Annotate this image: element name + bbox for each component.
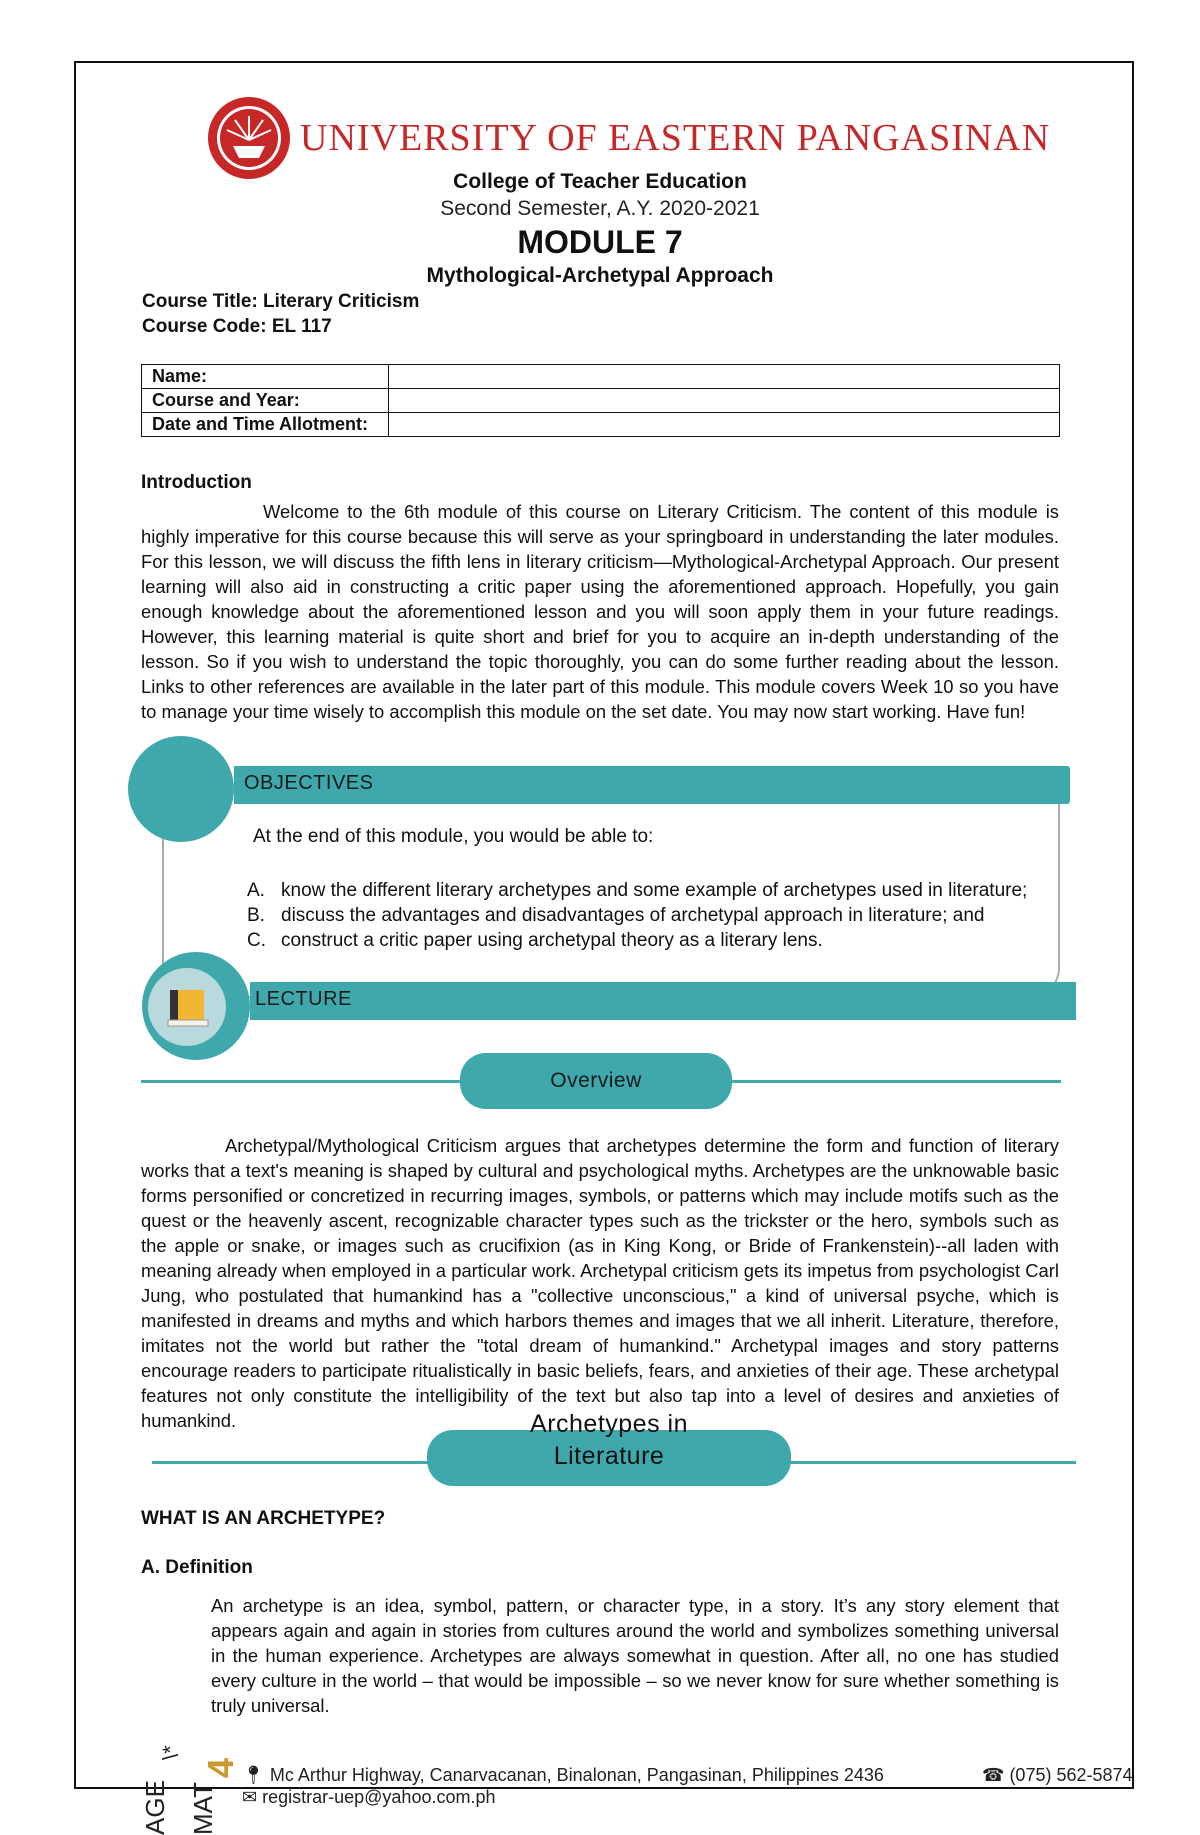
table-row xyxy=(142,389,1060,413)
university-seal-logo xyxy=(207,96,291,180)
name-label: Name: xyxy=(142,365,389,389)
lecture-banner xyxy=(250,982,1076,1020)
date-time-label: Date and Time Allotment: xyxy=(142,413,389,437)
table-row xyxy=(142,413,1060,437)
item-letter: B. xyxy=(247,905,265,926)
footer-email xyxy=(242,1787,496,1808)
book-icon xyxy=(148,968,226,1046)
overview-paragraph xyxy=(141,1133,1059,1433)
list-item xyxy=(247,903,1027,928)
college-name: College of Teacher Education xyxy=(453,170,747,193)
module-title: MODULE 7 xyxy=(517,224,683,260)
archetypes-heading xyxy=(427,1408,791,1472)
archetypes-heading-line2: Literature xyxy=(553,1442,665,1470)
course-code: Course Code: EL 117 xyxy=(142,316,332,337)
table-row xyxy=(142,365,1060,389)
item-text: construct a critic paper using archetypal theory as a literary lens. xyxy=(281,930,823,951)
objectives-list xyxy=(247,878,1027,953)
module-subtitle: Mythological-Archetypal Approach xyxy=(426,264,774,287)
name-field[interactable] xyxy=(389,365,1060,389)
item-letter: C. xyxy=(247,930,266,951)
lecture-label: LECTURE xyxy=(255,988,352,1010)
course-title: Course Title: Literary Criticism xyxy=(142,291,420,312)
list-item xyxy=(247,928,1027,953)
address-text: Mc Arthur Highway, Canarvacanan, Binalonan, Pangasinan, Philippines 2436 xyxy=(269,1765,884,1785)
footer-address xyxy=(242,1765,884,1786)
overview-text: Archetypal/Mythological Criticism argues that archetypes determine the form and function of literary works that a text's meaning is shaped by cultural and psychological myths. Archetypes are the unknowable basic forms personified or concretized in recurring images, symbols, or patterns which may include motifs such as the quest or the heavenly ascent, recognizable character types such as the trickster or the hero, symbols such as the apple or snake, or images such as crucifixion (as in King Kong, or Bride of Frankenstein)--all laden with meaning already when employed in a particular work. Archetypal criticism gets its impetus from psychologist Carl Jung, who postulated that humankind has a "collective unconscious," a kind of universal psyche, which is manifested in dreams and myths and which harbors themes and images that we all inherit. Literature, therefore, imitates not the world but rather the "total dream of humankind." Archetypal images and story patterns encourage readers to participate ritualistically in basic beliefs, fears, and anxieties of their age. These archetypal features not only constitute the intelligibility of the text but also tap into a level of desires and anxieties of humankind. xyxy=(141,1135,1059,1431)
objectives-circle xyxy=(128,736,234,842)
email-text[interactable]: registrar-uep@yahoo.com.ph xyxy=(262,1787,496,1807)
introduction-paragraph xyxy=(141,499,1059,724)
date-time-field[interactable] xyxy=(389,413,1060,437)
side-mark: \* xyxy=(158,1745,183,1760)
university-name: UNIVERSITY OF EASTERN PANGASINAN xyxy=(300,117,1051,159)
objectives-intro: At the end of this module, you would be able to: xyxy=(253,826,654,847)
semester: Second Semester, A.Y. 2020-2021 xyxy=(440,197,760,220)
side-number: 4 xyxy=(200,1757,241,1778)
introduction-text: Welcome to the 6th module of this course on Literary Criticism. The content of this module is highly imperative for this course because this will serve as your springboard in understanding the later modules. For this lesson, we will discuss the fifth lens in literary criticism—Mythological-Archetypal Approach. Our present learning will also aid in constructing a critic paper using the aforementioned approach. Hopefully, you gain enough knowledge about the aforementioned lesson and you will soon apply them in your future readings. However, this learning material is quite short and brief for you to acquire an in-depth understanding of the lesson. So if you wish to understand the topic thoroughly, you can do some further reading about the lesson. Links to other references are available in the later part of this module. This module covers Week 10 so you have to manage your time wisely to accomplish this module on the set date. You may now start working. Have fun! xyxy=(141,501,1059,722)
introduction-heading: Introduction xyxy=(141,472,252,493)
phone-text: (075) 562-5874 xyxy=(1009,1765,1133,1785)
side-text-age: AGE xyxy=(140,1780,170,1835)
objectives-label: OBJECTIVES xyxy=(244,772,374,794)
side-text-mat: MAT xyxy=(188,1782,218,1835)
list-item xyxy=(247,878,1027,903)
item-text: know the different literary archetypes and some example of archetypes used in literature; xyxy=(281,880,1028,901)
overview-label: Overview xyxy=(460,1053,732,1109)
archetypes-heading-line1: Archetypes in xyxy=(530,1410,688,1438)
course-year-field[interactable] xyxy=(389,389,1060,413)
archetype-question: WHAT IS AN ARCHETYPE? xyxy=(141,1508,386,1529)
location-pin-icon: 📍︎ xyxy=(242,1765,265,1785)
footer-phone xyxy=(982,1765,1133,1786)
item-letter: A. xyxy=(247,880,265,901)
course-year-label: Course and Year: xyxy=(142,389,389,413)
student-info-table xyxy=(141,364,1060,437)
definition-paragraph: An archetype is an idea, symbol, pattern, or character type, in a story. It’s any story element that appears again and again in stories from cultures around the world and symbolizes something universal in the human experience. Archetypes are always somewhat in question. After all, no one has studied every culture in the world – that would be impossible – so we never know for sure whether something is truly universal. xyxy=(211,1595,1059,1716)
email-icon: ✉ xyxy=(242,1787,258,1807)
definition-heading: A. Definition xyxy=(141,1557,253,1578)
phone-icon: ☎ xyxy=(982,1765,1005,1785)
item-text: discuss the advantages and disadvantages of archetypal approach in literature; and xyxy=(281,905,985,926)
